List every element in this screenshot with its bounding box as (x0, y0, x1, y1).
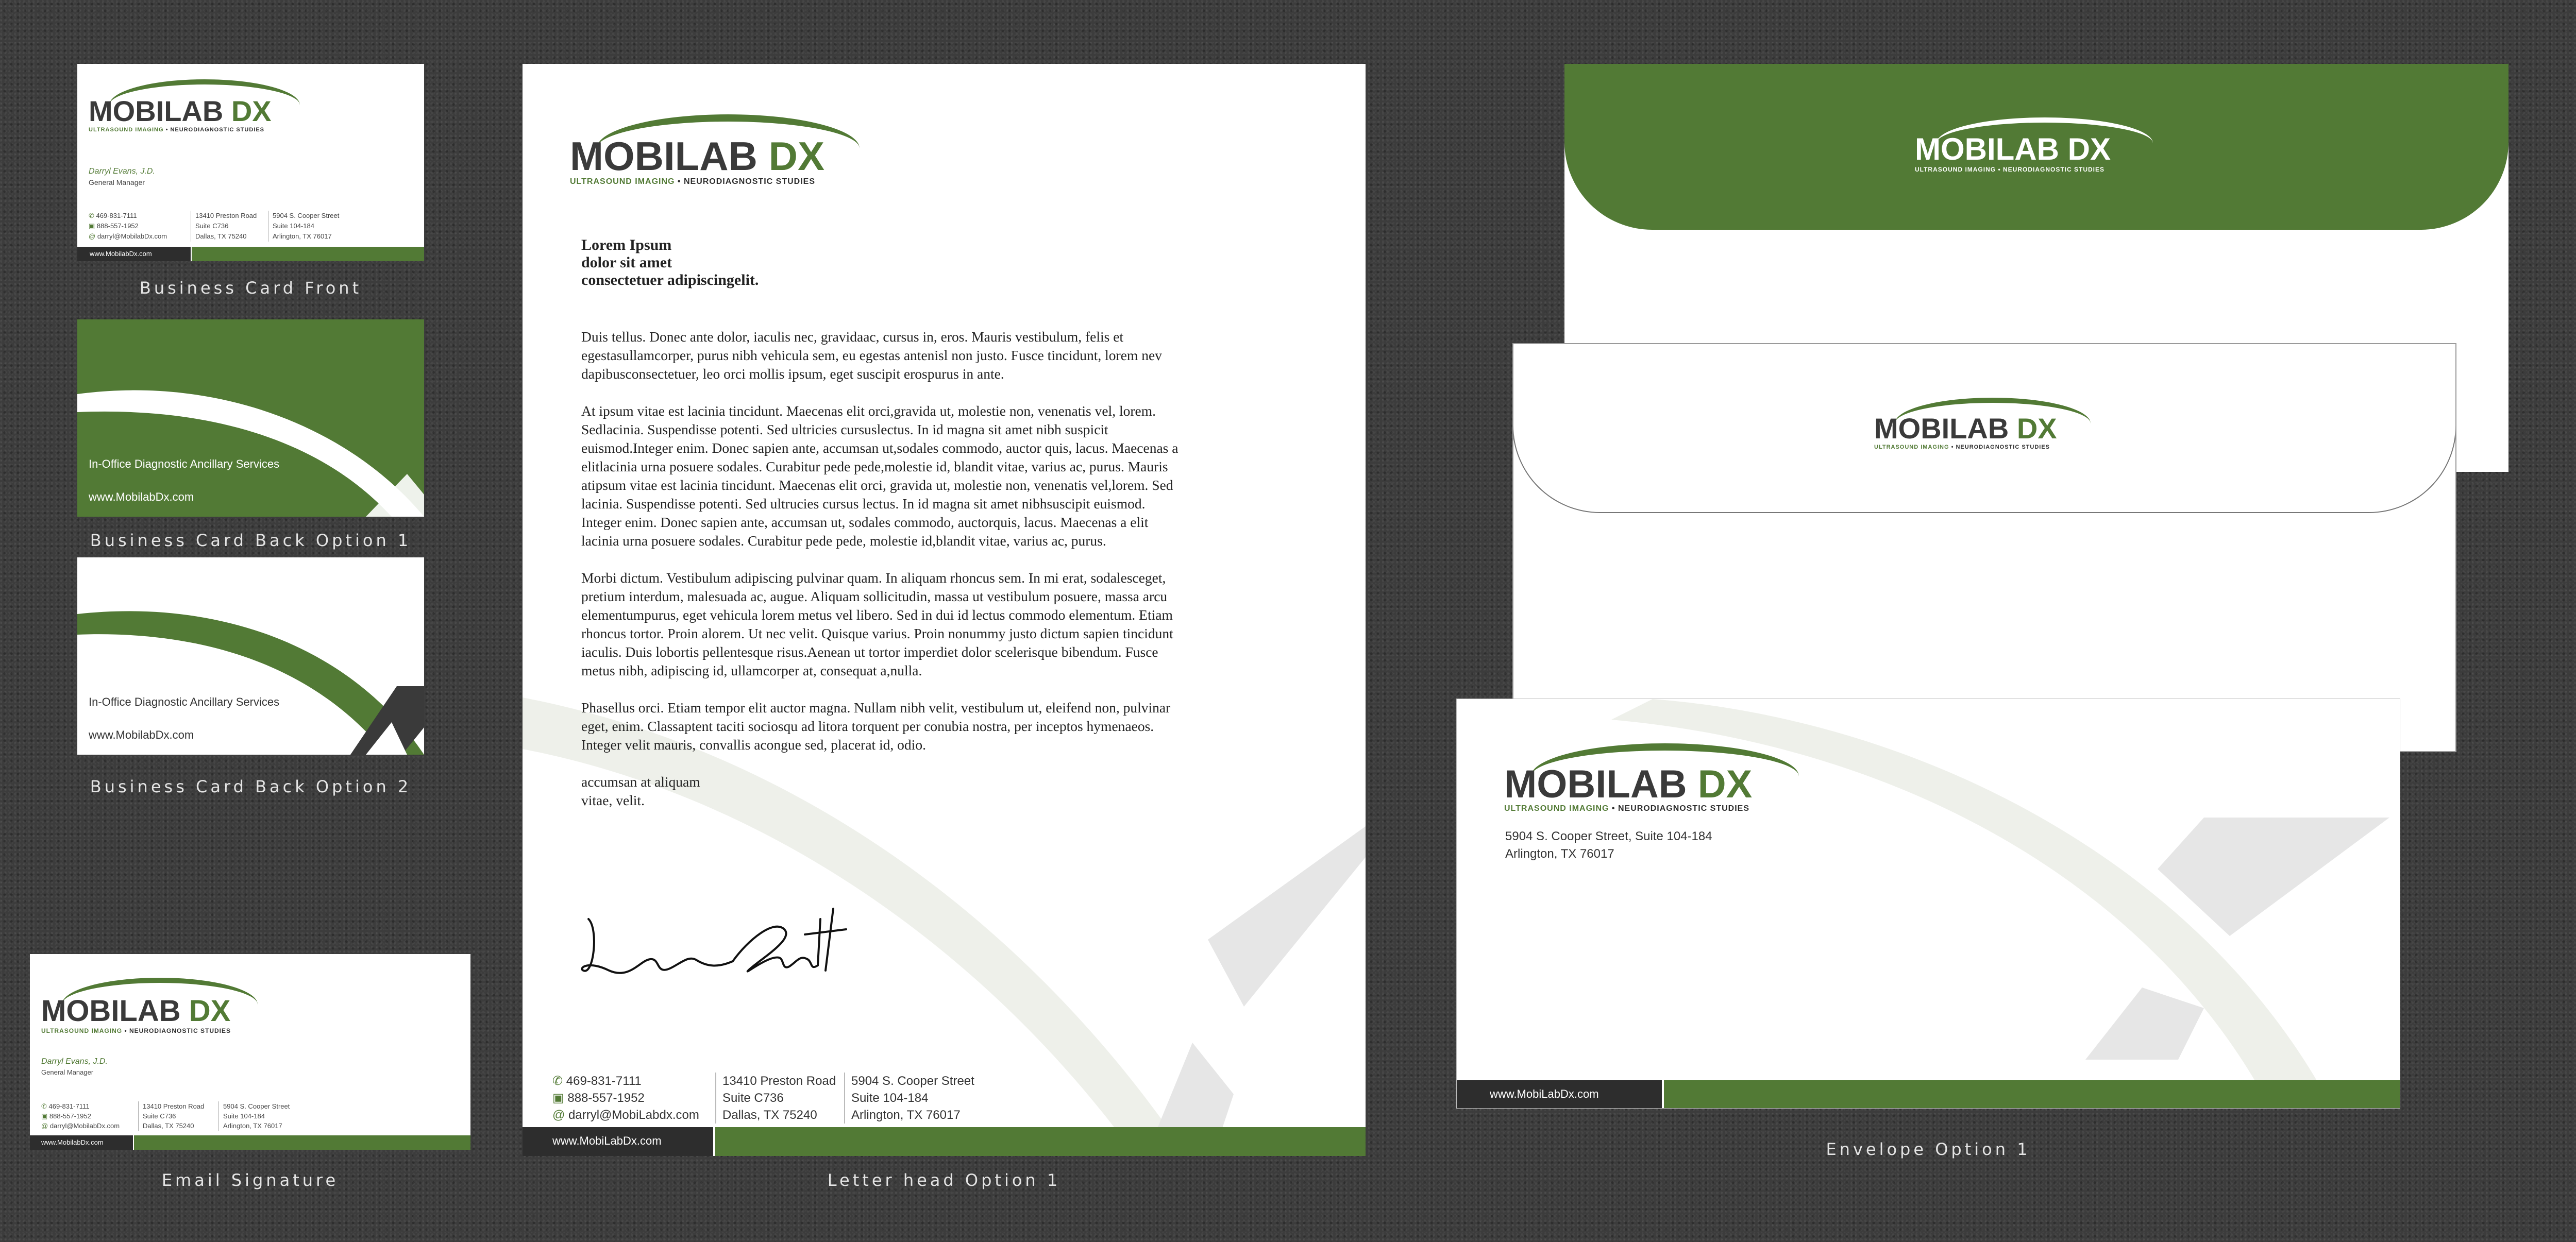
card-website: www.MobilabDx.com (90, 250, 152, 258)
envelope-footer-green-bar (1664, 1080, 2400, 1109)
letter-heading: Lorem Ipsum dolor sit amet consectetuer adipiscingelit. (581, 236, 759, 288)
sig-address-arlington: 5904 S. Cooper Street Suite 104-184 Arlington, TX 76017 (218, 1101, 290, 1131)
envelope-front (1456, 699, 2400, 1109)
mobilab-dx-logo: MOBILAB DX ULTRASOUND IMAGING • NEURODIAGNOSTIC STUDIES (1874, 396, 2101, 452)
email-signature (30, 954, 470, 1150)
mobilab-dx-logo: MOBILAB DX ULTRASOUND IMAGING • NEURODIAGNOSTIC STUDIES (1504, 740, 1813, 812)
caption-letterhead: Letter head Option 1 (827, 1170, 1061, 1190)
phone-icon: ✆ (552, 1074, 563, 1088)
logo-word-mobilab: MOBILAB (89, 95, 224, 127)
caption-email-signature: Email Signature (161, 1170, 339, 1190)
card-fax: ▣ 888-557-1952 (89, 222, 139, 230)
card-contact-column (89, 211, 167, 242)
letter-address-arlington: 5904 S. Cooper Street Suite 104-184 Arlington, TX 76017 (844, 1073, 974, 1124)
caption-business-card-back-2: Business Card Back Option 2 (90, 777, 412, 796)
letter-paragraph: Duis tellus. Donec ante dolor, iaculis nec, gravidaac, cursus in, eros. Mauris vestibulum, felis et egestasullamcorper, purus nibh vehicula sem, eu egestas antenisl non justo. Fusce tincidunt, lorem nev dapibusconsectetuer, leo orci mollis ipsum, eget suscipit erospurus in ante. (581, 329, 1162, 382)
card-title: General Manager (89, 178, 145, 186)
sig-contact-column: ✆ 469-831-7111 ▣ 888-557-1952 @ darryl@MobilabDx.com (41, 1102, 120, 1130)
letter-paragraph: Morbi dictum. Vestibulum adipiscing pulvinar quam. In aliquam rhoncus sem. In mi erat, sodalesceget, pretium interdum, malesuada ac, augue. Aliquam sollicitudin, massa ut vestibulum posuere, massa arcu elementumpurus, eget vehicula lorem metus vel libero. Sed in dui id lectus commodo elementum. Etiam rhoncus tortor. Proin alorem. Ut nec velit. Quisque varius. Proin nonummy justo dictum sapien tincidunt iaculis. Duis lobortis pellentesque risus.Aenean ut tortor imperdiet dolor scelerisque bibendum. Fusce metus nibh, adipiscing id, ullamcorper at, consequat a,nulla. (581, 570, 1173, 678)
business-card-back-option-2 (77, 557, 424, 755)
mobilab-dx-logo: MOBILAB DX ULTRASOUND IMAGING • NEURODIAGNOSTIC STUDIES (1915, 115, 2162, 172)
card-footer-green-bar (192, 247, 424, 261)
mobilab-dx-logo: MOBILAB DX ULTRASOUND IMAGING • NEURODIAGNOSTIC STUDIES (570, 110, 869, 182)
tagline-neuro: NEURODIAGNOSTIC STUDIES (170, 127, 264, 133)
card-phone: ✆ 469-831-7111 (89, 212, 137, 219)
sig-name: Darryl Evans, J.D. (41, 1057, 108, 1066)
tagline-ultrasound: ULTRASOUND IMAGING (89, 127, 164, 133)
business-card-front (77, 64, 424, 261)
letter-address-dallas: 13410 Preston Road Suite C736 Dallas, TX 75240 (715, 1073, 836, 1124)
tagline-separator: • (163, 127, 171, 133)
phone-icon: ✆ (41, 1102, 47, 1110)
card-address-dallas: 13410 Preston Road Suite C736 Dallas, TX 75240 (191, 211, 257, 242)
fax-icon: ▣ (552, 1091, 564, 1105)
letter-body (581, 328, 1184, 810)
letter-website: www.MobiLabDx.com (552, 1134, 662, 1147)
card-back-2-website: www.MobilabDx.com (89, 728, 194, 741)
envelope-middle-white-flap (1512, 343, 2456, 752)
card-footer-dark-bar (77, 247, 191, 261)
letter-contact-column: ✆ 469-831-7111 ▣ 888-557-1952 @ darryl@MobiLabdx.com (552, 1074, 699, 1122)
business-card-back-option-1 (77, 319, 424, 517)
fax-icon: ▣ (89, 222, 95, 230)
mobilab-dx-logo (89, 75, 305, 133)
sig-address-dallas: 13410 Preston Road Suite C736 Dallas, TX 75240 (138, 1101, 204, 1131)
letterhead (523, 64, 1366, 1156)
envelope-footer-dark-bar (1457, 1080, 1662, 1109)
letter-footer-dark-bar (523, 1127, 713, 1156)
caption-business-card-back-1: Business Card Back Option 1 (90, 531, 412, 550)
card-back-swoosh (77, 319, 424, 517)
card-back-services: In-Office Diagnostic Ancillary Services (89, 457, 280, 470)
card-address-arlington: 5904 S. Cooper Street Suite 104-184 Arlington, TX 76017 (268, 211, 339, 242)
email-icon: @ (89, 232, 96, 240)
caption-envelope: Envelope Option 1 (1826, 1139, 2031, 1159)
sig-footer-dark-bar (30, 1135, 133, 1150)
sig-title: General Manager (41, 1068, 94, 1076)
sig-website: www.MobilabDx.com (41, 1138, 104, 1146)
letter-paragraph: At ipsum vitae est lacinia tincidunt. Maecenas elit orci,gravida ut, molestie non, venenatis vel, lorem. Sedlacinia. Suspendisse potenti. Sed ultricies cursuslectus. In id magna sit amet nibh suspicit euismod.Integer enim. Donec sapien ante, accumsan ut,sodales commodo, auctor quis, lacus. Maecenas a elitlacinia urna posuere sodales. Curabitur pede pede,molestie id, blandit vitae, varius ac, purus. Mauris atipsum vitae est lacinia tincidunt. Maecenas elit orci, gravida ut, molestie non, venenatis vel,lorem. Sed lacinia. Suspendisse potenti. Sed ultrucies cursus lectus. In id magna sit amet nibhsuscipit euismod. Integer enim. Donec sapien ante, accumsan ut, sodales commodo, auctorquis, lacus. Maecenas a elit lacinia urna posuere sodales. Curabitur pede pede, molestie id,blandit vitae, varius ac, purus. (581, 403, 1178, 549)
fax-icon: ▣ (41, 1112, 48, 1120)
card-email: @ darryl@MobilabDx.com (89, 232, 167, 240)
card-back-2-services: In-Office Diagnostic Ancillary Services (89, 695, 280, 708)
card-back-website: www.MobilabDx.com (89, 490, 194, 503)
phone-icon: ✆ (89, 212, 94, 219)
mobilab-dx-logo: MOBILAB DX ULTRASOUND IMAGING • NEURODIAGNOSTIC STUDIES (41, 975, 268, 1031)
letter-paragraph: Phasellus orci. Etiam tempor elit auctor magna. Nullam nibh velit, vestibulum ut, eleifend non, pulvinar eget, enim. Classaptent taciti sociosqu ad litora torquent per conubia nostra, per inceptos hymenaeos. Integer velit mauris, convallis acongue sed, placerat id, odio. (581, 700, 1171, 753)
letter-closing: accumsan at aliquam vitae, velit. (581, 774, 700, 808)
signature (578, 898, 856, 986)
card-back-2-swoosh (77, 557, 424, 755)
card-name: Darryl Evans, J.D. (89, 167, 155, 176)
envelope-website: www.MobiLabDx.com (1490, 1087, 1599, 1100)
email-icon: @ (41, 1122, 48, 1130)
letter-footer-green-bar (715, 1127, 1366, 1156)
sig-footer-green-bar (134, 1135, 470, 1150)
caption-business-card-front: Business Card Front (139, 278, 362, 298)
email-icon: @ (552, 1108, 565, 1122)
envelope-return-address: 5904 S. Cooper Street, Suite 104-184 Arlington, TX 76017 (1505, 829, 1712, 861)
logo-word-dx: DX (231, 95, 272, 127)
